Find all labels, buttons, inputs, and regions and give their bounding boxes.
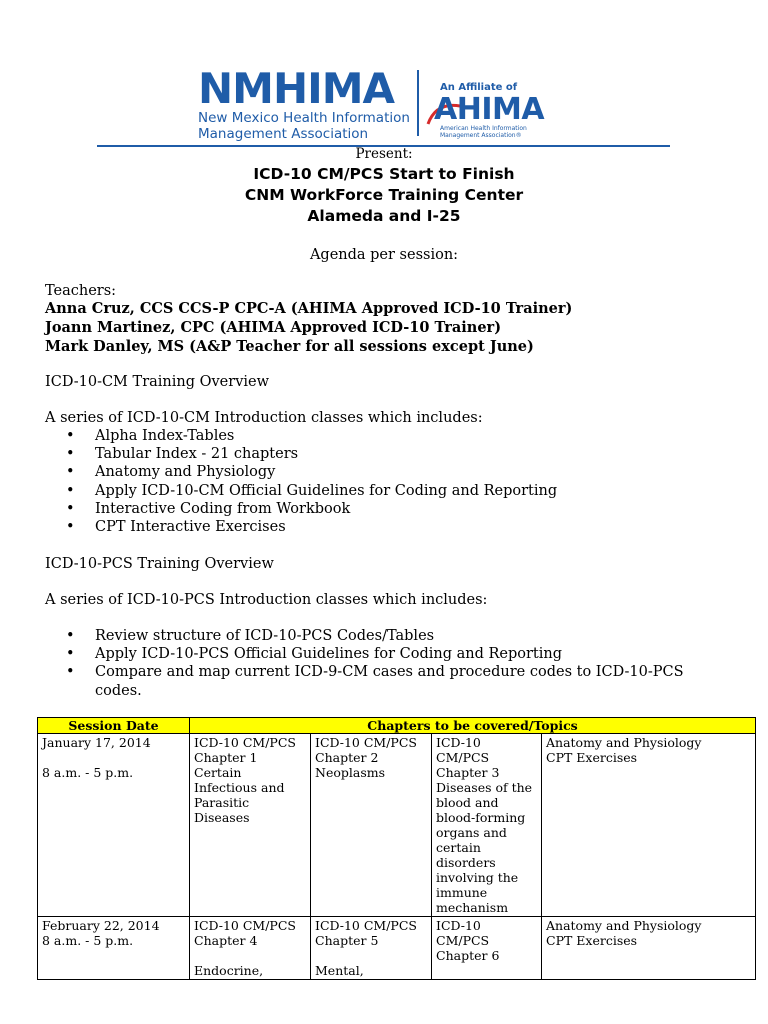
session-date: January 17, 2014 (42, 735, 151, 750)
present-label: Present: (355, 146, 413, 162)
affiliate-label: An Affiliate of (440, 82, 518, 93)
agenda-label: Agenda per session: (309, 247, 459, 263)
teacher-1: Anna Cruz, CCS CCS-P CPC-A (AHIMA Approved ICD-10 Trainer) (45, 300, 573, 317)
list-item: • Apply ICD-10-CM Official Guidelines for Coding and Reporting (66, 482, 558, 499)
nmhima-logo (196, 64, 556, 146)
cm-bullet-list (45, 427, 557, 536)
session-time: 8 a.m. - 5 p.m. (42, 765, 134, 780)
header-chapters: Chapters to be covered/Topics (190, 718, 756, 734)
logo-org-line1: New Mexico Health Information (198, 110, 410, 126)
pcs-bullet-list (45, 627, 684, 700)
teachers-label: Teachers: (45, 283, 117, 299)
logo-org-line2: Management Association (198, 126, 369, 142)
chapter-cell: ICD-10 CM/PCS Chapter 5 Mental, (311, 917, 432, 980)
list-item: • Anatomy and Physiology (66, 464, 276, 481)
session-date: February 22, 2014 (42, 918, 160, 933)
pcs-heading: ICD-10-PCS Training Overview (45, 556, 274, 572)
chapter-cell: ICD-10 CM/PCS Chapter 3 Diseases of the blood and blood-forming organs and certain disorders involving the immune mechanism (432, 734, 542, 917)
list-item: • Tabular Index - 21 chapters (66, 446, 299, 463)
cm-heading: ICD-10-CM Training Overview (45, 374, 270, 390)
cm-intro: A series of ICD-10-CM Introduction classes which includes: (45, 410, 483, 426)
session-date-cell (38, 917, 190, 980)
logo-name: NMHIMA (198, 64, 395, 113)
list-item: • Interactive Coding from Workbook (66, 500, 351, 517)
session-time: 8 a.m. - 5 p.m. (42, 933, 134, 948)
chapter-cell: ICD-10 CM/PCS Chapter 4 Endocrine, (190, 917, 311, 980)
table-header-row (38, 718, 756, 734)
header-session-date: Session Date (38, 718, 190, 734)
list-item: • Compare and map current ICD-9-CM cases and procedure codes to ICD-10-PCS (66, 664, 684, 681)
title-line3: Alameda and I-25 (307, 207, 461, 225)
list-item: • Alpha Index-Tables (66, 428, 235, 444)
logo-divider (417, 70, 419, 136)
topics-cell: Anatomy and Physiology CPT Exercises (542, 734, 756, 917)
list-item: • CPT Interactive Exercises (66, 519, 286, 536)
table-row (38, 917, 756, 980)
chapter-cell: ICD-10 CM/PCS Chapter 1 Certain Infectious and Parasitic Diseases (190, 734, 311, 917)
affiliate-name: AHIMA (434, 92, 545, 127)
topics-cell: Anatomy and Physiology CPT Exercises (542, 917, 756, 980)
schedule-table (37, 717, 756, 980)
affiliate-sub1: American Health Information (440, 125, 527, 132)
table-row (38, 734, 756, 917)
title-line1: ICD-10 CM/PCS Start to Finish (253, 165, 515, 183)
session-date-cell (38, 734, 190, 917)
teacher-3: Mark Danley, MS (A&P Teacher for all sessions except June) (45, 338, 534, 355)
affiliate-sub2: Management Association® (440, 132, 522, 139)
pcs-intro: A series of ICD-10-PCS Introduction classes which includes: (45, 592, 488, 608)
list-item: • Review structure of ICD-10-PCS Codes/Tables (66, 628, 435, 644)
teacher-2: Joann Martinez, CPC (AHIMA Approved ICD-10 Trainer) (45, 319, 502, 336)
chapter-cell: ICD-10 CM/PCS Chapter 6 (432, 917, 542, 980)
list-item: codes. (95, 682, 142, 699)
chapter-cell: ICD-10 CM/PCS Chapter 2 Neoplasms (311, 734, 432, 917)
title-line2: CNM WorkForce Training Center (244, 186, 524, 204)
list-item: • Apply ICD-10-PCS Official Guidelines for Coding and Reporting (66, 646, 562, 663)
